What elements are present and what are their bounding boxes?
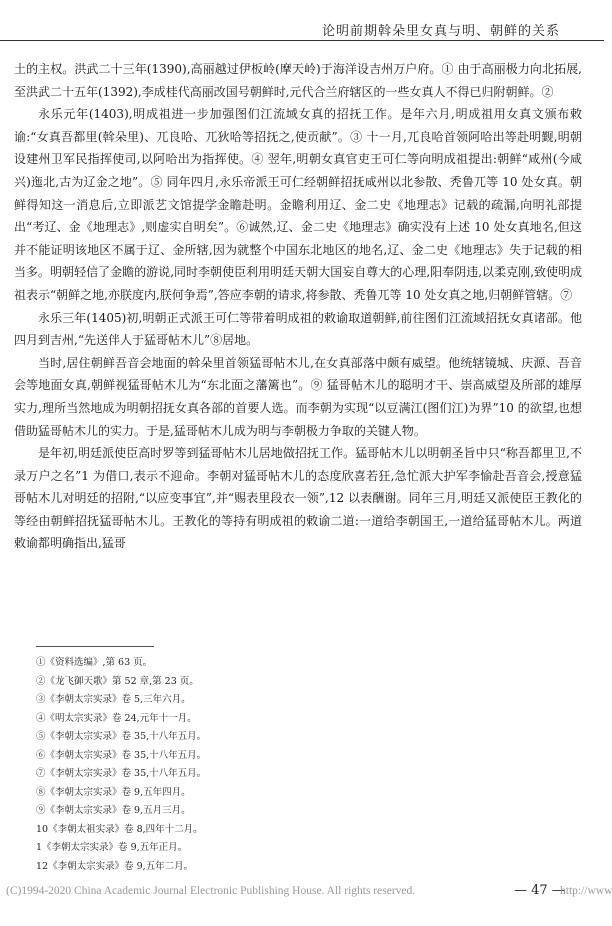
page-footer (0, 883, 612, 903)
footnote-item: 12《李朝太宗实录》卷 9,五年二月。 (36, 860, 194, 872)
footnote-item: ③《李朝太宗实录》卷 5,三年六月。 (36, 694, 191, 705)
paragraph-3: 永乐三年(1405)初,明朝正式派王可仁等带着明成祖的敕谕取道朝鲜,前往图们江流域招抚女真诸部。他四月到吉州,“先送伴人于猛哥帖木儿”⑧居地。 (14, 310, 582, 348)
footnote-item: ④《明太宗实录》卷 24,元年十一月。 (36, 712, 197, 724)
page-number: — 47 — (514, 883, 565, 898)
footnote-item: ⑥《李朝太宗实录》卷 35,十八年五月。 (36, 749, 207, 761)
article-body (14, 58, 582, 555)
paragraph-4: 当时,居住朝鲜吾音会地面的斡朵里首领猛哥帖木儿,在女真部落中颇有威望。他统辖镜城、庆源、吾音会等地面女真,朝鲜视猛哥帖木儿为“东北面之藩篱也”。⑨ 猛哥帖木儿的聪明才干、崇高威望及所部的雄厚实力,理所当然地成为明朝招抚女真各部的首要人选。而李朝为实现“以豆满江(图们江)为界”10 的欲望,也想借助猛哥帖木儿的实力。于是,猛哥帖木儿成为明与李朝极力争取的关键人物。 (14, 355, 582, 438)
paragraph-5: 是年初,明廷派使臣高时罗等到猛哥帖木儿居地做招抚工作。猛哥帖木儿以明朝圣旨中只“称吾都里卫,不录万户之名”1 为借口,表示不迎命。李朝对猛哥帖木儿的态度欣喜若狂,急忙派大护军李愉赴吾音会,授意猛哥帖木儿对明廷的招附,“以应变事宜”,并“赐表里段衣一领”,12 以表酬谢。同年三月,明廷又派使臣王教化的等经由朝鲜招抚猛哥帖木儿。王教化的等持有明成祖的敕谕二道:一道给李朝国王,一道给猛哥帖木儿。两道敕谕都明确指出,猛哥 (14, 446, 582, 551)
header-divider (0, 40, 604, 41)
footnotes-list (36, 654, 516, 876)
paragraph-1: 土的主权。洪武二十三年(1390),高丽越过伊板岭(摩天岭)于海洋设吉州万户府。① 由于高丽极力向北拓展,至洪武二十五年(1392),李成桂代高丽改国号朝鲜时,元代合兰府辖区的一些女真人不得已归附朝鲜。② (14, 62, 582, 99)
footnote-item: 1《李朝太宗实录》卷 9,五年正月。 (36, 842, 188, 853)
footnote-item: ⑧《李朝太宗实录》卷 9,五年四月。 (36, 786, 191, 798)
paragraph-2: 永乐元年(1403),明成祖进一步加强图们江流域女真的招抚工作。是年六月,明成祖用女真文颁布敕谕:“女真吾都里(斡朵里)、兀良哈、兀狄哈等招抚之,使贡献”。③ 十一月,兀良哈首领阿哈出等赴明觐,明朝设建州卫军民指挥使司,以阿哈出为指挥使。④ 翌年,明朝女真官吏王可仁等向明成祖提出:朝鲜“咸州(今咸兴)迤北,古为辽金之地”。⑤ 同年四月,永乐帝派王可仁经朝鲜招抚咸州以北参散、秃鲁兀等 10 处女真。朝鲜得知这一消息后,立即派艺文馆提学金瞻赴明。金瞻利用辽、金二史《地理志》记载的疏漏,向明礼部提出“考辽、金《地理志》,则虚实自明矣”。⑥诚然,辽、金二史《地理志》确实没有上述 10 处女真地名,但这并不能证明该地区不属于辽、金所辖,因为就整个中国东北地区的地名,辽、金二史《地理志》失于记载的相当多。明朝轻信了金瞻的游说,同时李朝使臣利用明廷天朝大国妄自尊大的心理,阳奉阴违,以柔克刚,致使明成祖表示“朝鲜之地,亦朕度内,朕何争焉”,答应李朝的请求,将参散、秃鲁兀等 10 处女真之地,归朝鲜管辖。⑦ (14, 107, 582, 302)
footnote-item: ①《资料选编》,第 63 页。 (36, 657, 153, 668)
footnote-item: ⑨《李朝太宗实录》卷 9,五月三月。 (36, 805, 191, 816)
footnote-item: 10《李朝太祖实录》卷 8,四年十二月。 (36, 823, 203, 835)
copyright-notice: (C)1994-2020 China Academic Journal Electronic Publishing House. All rights reserved. (6, 885, 416, 897)
footnote-item: ⑦《李朝太宗实录》卷 35,十八年五月。 (36, 768, 207, 779)
footnote-item: ⑤《李朝太宗实录》卷 35,十八年五月。 (36, 731, 207, 742)
running-header-title: 论明前期斡朵里女真与明、朝鲜的关系 (321, 24, 560, 39)
url-fragment: http://www (560, 885, 612, 897)
footnote-item: ②《龙飞御天歌》第 52 章,第 23 页。 (36, 675, 199, 687)
footnote-divider (36, 646, 154, 647)
